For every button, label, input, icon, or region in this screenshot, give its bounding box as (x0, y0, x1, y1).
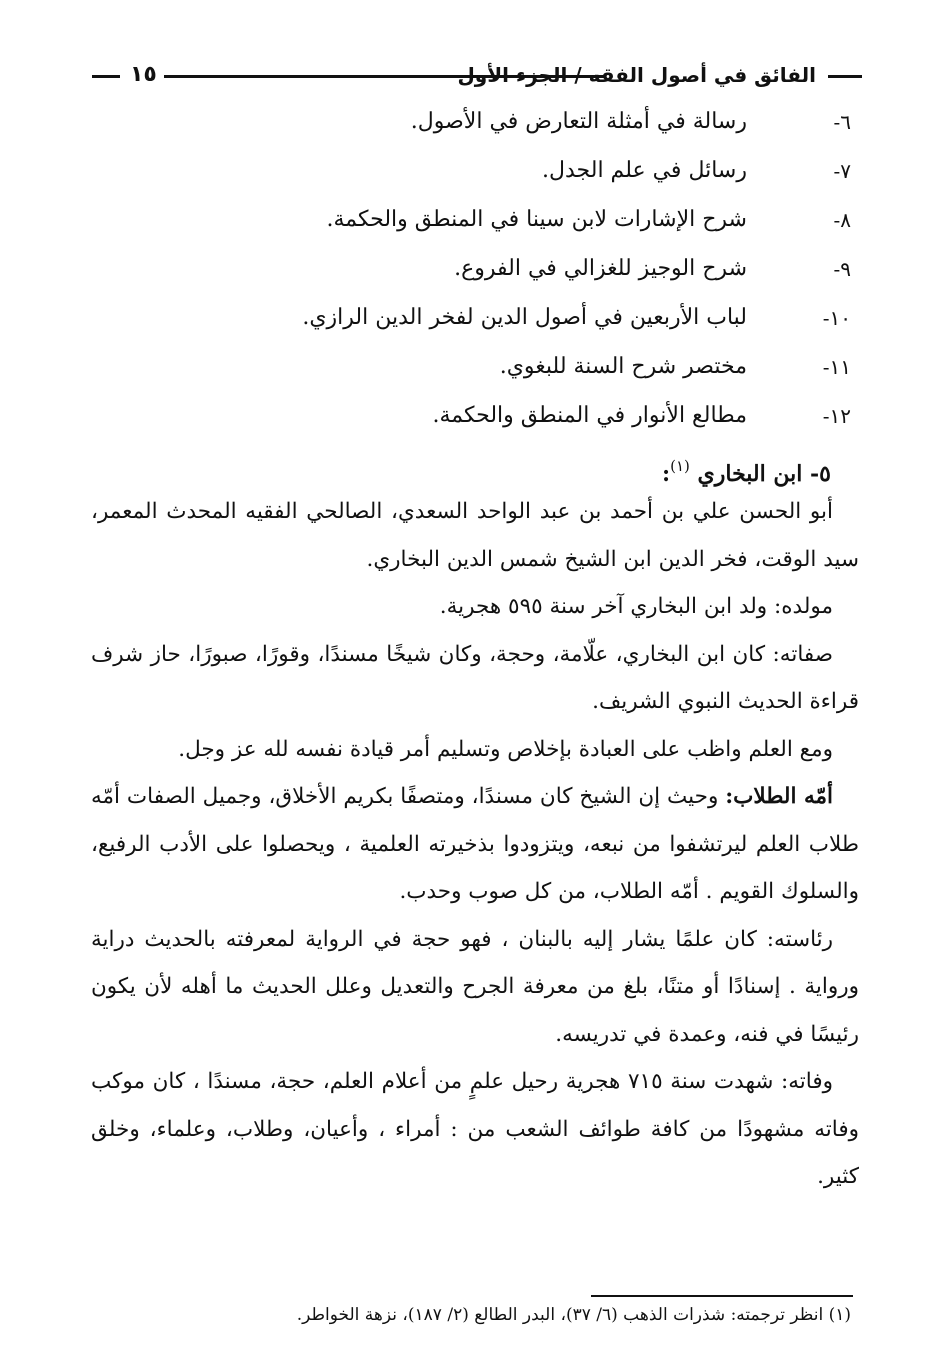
paragraph-students (91, 773, 859, 916)
paragraph-worship: ومع العلم واظب على العبادة بإخلاص وتسليم أمر قيادة نفسه لله عز وجل. (178, 736, 833, 762)
list-item-number: ٧- (833, 159, 851, 183)
list-item (151, 247, 851, 296)
paragraph-leadership: رئاسته: كان علمًا يشار إليه بالبنان ، فهو حجة في الرواية لمعرفته بالحديث دراية ورواية . إسنادًا أو متنًا، بلغ من معرفة الجرح والتعديل وعلل الحديث ما أهله لأن يكون رئيسًا في فنه، وعمدة في تدريسه. (91, 926, 859, 1047)
paragraph-name: أبو الحسن علي بن أحمد بن عبد الواحد السعدي، الصالحي الفقيه المحدث المعمر، سيد الوقت، فخر الدين ابن الشيخ شمس الدين البخاري. (91, 499, 859, 572)
list-item-text: مختصر شرح السنة للبغوي. (499, 354, 747, 379)
list-item-number: ٨- (833, 208, 851, 232)
header-rule-left (92, 75, 120, 78)
footnote-divider (591, 1295, 853, 1297)
list-item-text: مطالع الأنوار في المنطق والحكمة. (432, 403, 747, 428)
list-item-number: ١٢- (822, 404, 851, 428)
section-heading-text: ٥- ابن البخاري (697, 461, 831, 487)
list-item-number: ٩- (833, 257, 851, 281)
biography-body (91, 488, 859, 1201)
paragraph-students-lead: أمّه الطلاب: (725, 784, 833, 809)
list-item (151, 149, 851, 198)
paragraph-birth: مولده: ولد ابن البخاري آخر سنة ٥٩٥ هجرية. (439, 594, 833, 619)
list-item-text: شرح الوجيز للغزالي في الفروع. (454, 256, 747, 281)
works-list (151, 100, 851, 443)
list-item (151, 394, 851, 443)
list-item (151, 345, 851, 394)
paragraph-students-text: وحيث إن الشيخ كان مسندًا، ومتصفًا بكريم الأخلاق، وجميل الصفات أمّه طلاب العلم ليرتشفوا من نبعه، ويتزودوا بذخيرته العلمية ، ويحصلوا على الأدب الرفيع، والسلوك القويم . أمّه الطلاب، من كل صوب وحدب. (91, 784, 859, 904)
running-title: الفائق في أصول الفقه / الجزء الأول (457, 63, 816, 87)
list-item (151, 296, 851, 345)
list-item (151, 198, 851, 247)
list-item-number: ١١- (822, 355, 851, 379)
list-item-text: شرح الإشارات لابن سينا في المنطق والحكمة. (326, 207, 747, 232)
header-rule-right (828, 75, 862, 78)
list-item-text: لباب الأربعين في أصول الدين لفخر الدين الرازي. (302, 305, 747, 330)
paragraph-traits: صفاته: كان ابن البخاري، علّامة، وحجة، وكان شيخًا مسندًا، وقورًا، صبورًا، حاز شرف قراءة الحديث النبوي الشريف. (91, 641, 859, 714)
list-item-text: رسالة في أمثلة التعارض في الأصول. (410, 109, 747, 134)
list-item-number: ٦- (833, 110, 851, 134)
list-item (151, 100, 851, 149)
page-number: ١٥ (130, 62, 157, 87)
list-item-text: رسائل في علم الجدل. (542, 158, 747, 183)
page-header (92, 58, 862, 94)
footnote: (١) انظر ترجمته: شذرات الذهب (٦/ ٣٧)، البدر الطالع (٢/ ١٨٧)، نزهة الخواطر. (296, 1305, 851, 1325)
list-item-number: ١٠- (822, 306, 851, 330)
footnote-reference[interactable]: (١) (670, 457, 690, 475)
section-heading-colon: : (661, 461, 671, 487)
paragraph-death: وفاته: شهدت سنة ٧١٥ هجرية رحيل علمٍ من أعلام العلم، حجة، مسندًا ، كان موكب وفاته مشهودًا من كافة طوائف الشعب من : أمراء ، وأعيان، وطلاب، وعلماء، وخلق كثير. (91, 1069, 859, 1189)
